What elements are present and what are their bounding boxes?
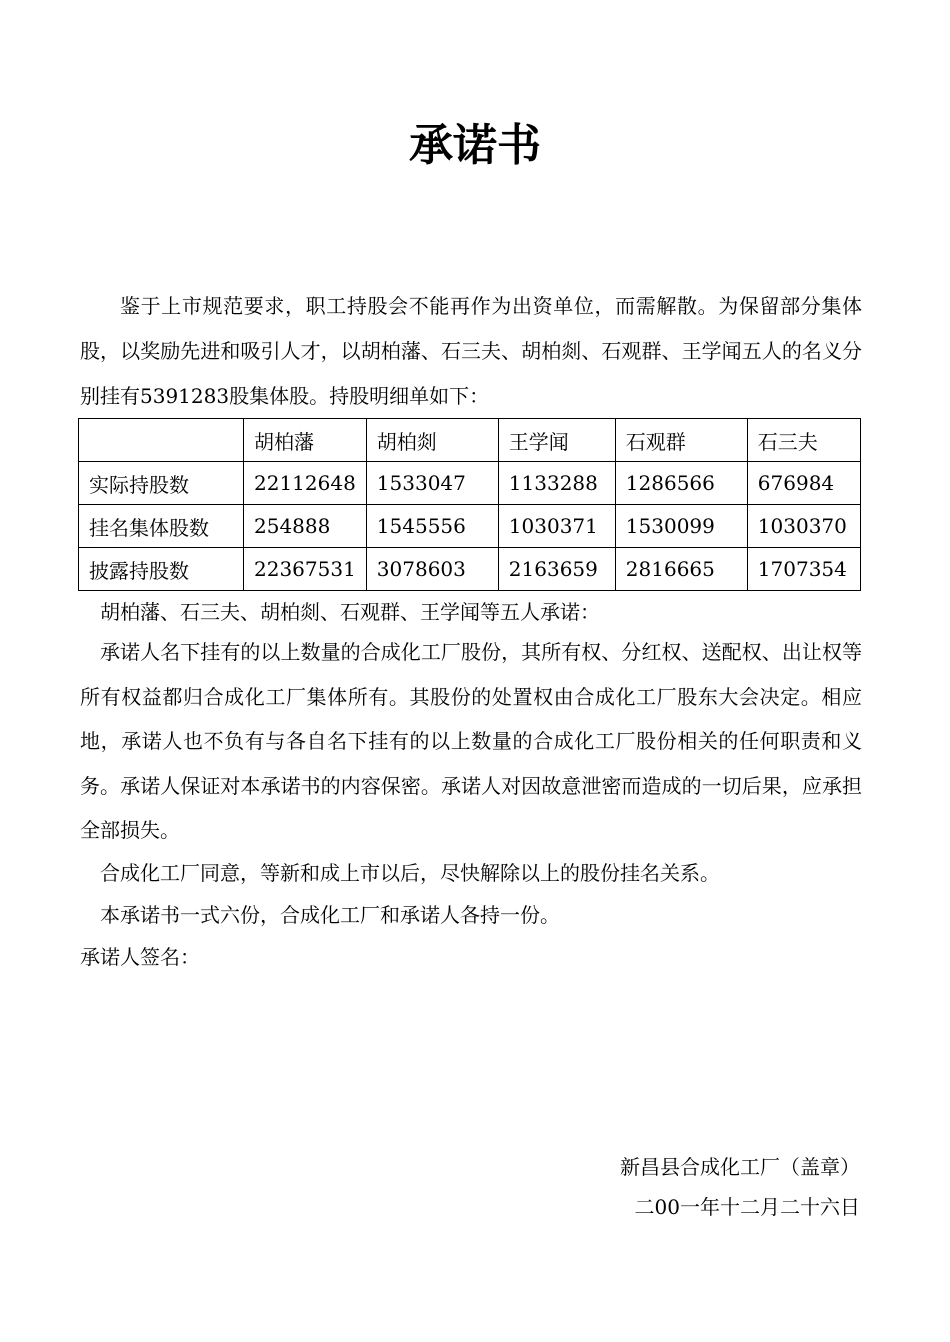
table-header-cell: 石三夫: [747, 419, 860, 462]
table-header-cell: [79, 419, 244, 462]
table-header-cell: 胡柏藩: [244, 419, 367, 462]
intro-paragraph: 鉴于上市规范要求，职工持股会不能再作为出资单位，而需解散。为保留部分集体股，以奖励先进和吸引人才，以胡柏藩、石三夫、胡柏剡、石观群、王学闻五人的名义分别挂有5391283股集体股。持股明细单如下：: [80, 294, 862, 408]
table-cell: 22112648: [244, 462, 367, 505]
signature-label: 承诺人签名：: [80, 945, 200, 969]
shareholding-table: [78, 418, 861, 591]
table-cell: 2163659: [498, 548, 615, 591]
table-cell: 1545556: [366, 505, 498, 548]
table-cell: 1530099: [615, 505, 747, 548]
table-header-row: [79, 419, 861, 462]
table-cell: 2816665: [615, 548, 747, 591]
table-cell: 3078603: [366, 548, 498, 591]
pledge-body: 承诺人名下挂有的以上数量的合成化工厂股份，其所有权、分红权、送配权、出让权等所有权益都归合成化工厂集体所有。其股份的处置权由合成化工厂股东大会决定。相应地，承诺人也不负有与各自名下挂有的以上数量的合成化工厂股份相关的任何职责和义务。承诺人保证对本承诺书的内容保密。承诺人对因故意泄密而造成的一切后果，应承担全部损失。: [80, 640, 862, 843]
table-cell: 实际持股数: [79, 462, 244, 505]
copies-statement: 本承诺书一式六份，合成化工厂和承诺人各持一份。: [100, 903, 560, 927]
factory-agreement: 合成化工厂同意，等新和成上市以后，尽快解除以上的股份挂名关系。: [100, 861, 720, 885]
document-date: 二00一年十二月二十六日: [634, 1195, 860, 1219]
table-cell: 挂名集体股数: [79, 505, 244, 548]
table-cell: 1030371: [498, 505, 615, 548]
table-cell: 676984: [747, 462, 860, 505]
table-cell: 1533047: [366, 462, 498, 505]
factory-seal-line: 新昌县合成化工厂（盖章）: [620, 1155, 860, 1179]
table-row: [79, 462, 861, 505]
table-row: [79, 505, 861, 548]
table-header-cell: 王学闻: [498, 419, 615, 462]
table-cell: 1133288: [498, 462, 615, 505]
table-cell: 披露持股数: [79, 548, 244, 591]
table-header-cell: 石观群: [615, 419, 747, 462]
table-header-cell: 胡柏剡: [366, 419, 498, 462]
table-row: [79, 548, 861, 591]
table-cell: 1030370: [747, 505, 860, 548]
table-cell: 1286566: [615, 462, 747, 505]
table-cell: 22367531: [244, 548, 367, 591]
pledge-intro: 胡柏藩、石三夫、胡柏剡、石观群、王学闻等五人承诺：: [100, 600, 600, 624]
table-cell: 1707354: [747, 548, 860, 591]
table-cell: 254888: [244, 505, 367, 548]
document-title: 承诺书: [409, 120, 541, 171]
